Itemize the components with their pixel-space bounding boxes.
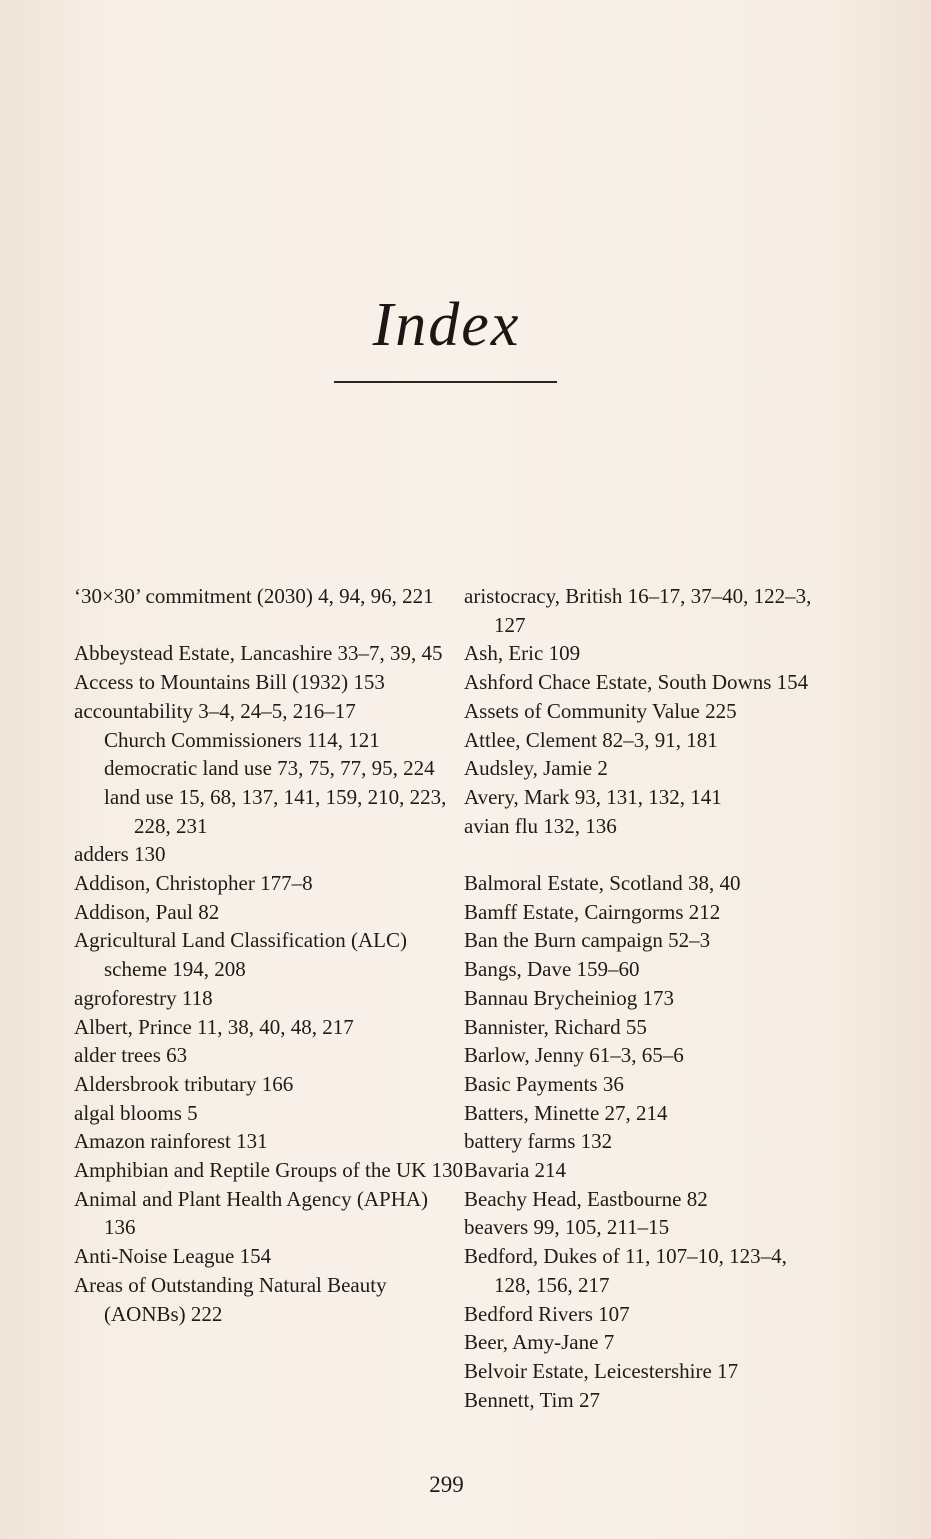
index-entry: Bedford, Dukes of 11, 107–10, 123–4, 128, 156, 217 — [464, 1244, 787, 1297]
index-entry: Bangs, Dave 159–60 — [464, 957, 640, 982]
index-entry: Addison, Christopher 177–8 — [74, 871, 313, 896]
index-entry: Assets of Community Value 225 — [464, 698, 737, 723]
index-entry: Bennett, Tim 27 — [464, 1387, 600, 1412]
letter-group-gap — [464, 840, 824, 869]
index-entry: Bannau Brycheiniog 173 — [464, 985, 674, 1010]
index-entry: ‘30×30’ commitment (2030) 4, 94, 96, 221 — [74, 584, 434, 608]
index-subentry: democratic land use 73, 75, 77, 95, 224 — [104, 756, 435, 781]
index-entry: agroforestry 118 — [74, 985, 213, 1010]
index-entry: alder trees 63 — [74, 1043, 188, 1068]
index-entry: Audsley, Jamie 2 — [464, 756, 608, 781]
index-entry: Amazon rainforest 131 — [74, 1129, 268, 1154]
index-entry: Beer, Amy-Jane 7 — [464, 1330, 615, 1355]
index-entry: adders 130 — [74, 842, 166, 867]
index-entry: Abbeystead Estate, Lancashire 33–7, 39, 45 — [74, 641, 443, 666]
index-subentry: land use 15, 68, 137, 141, 159, 210, 223, 228, 231 — [104, 784, 447, 838]
index-entry: Albert, Prince 11, 38, 40, 48, 217 — [74, 1014, 354, 1039]
index-entry: Areas of Outstanding Natural Beauty (AONBs) 222 — [74, 1272, 387, 1326]
index-entry: Anti-Noise League 154 — [74, 1244, 272, 1269]
page-number: 299 — [429, 1472, 464, 1497]
index-column-right — [464, 582, 824, 1414]
index-entry: Attlee, Clement 82–3, 91, 181 — [464, 727, 718, 752]
index-entry: Animal and Plant Health Agency (APHA) 136 — [74, 1186, 429, 1240]
index-entry: Amphibian and Reptile Groups of the UK 130 — [74, 1158, 464, 1183]
index-entry: Bannister, Richard 55 — [464, 1014, 647, 1039]
index-entry: Barlow, Jenny 61–3, 65–6 — [464, 1043, 684, 1068]
letter-group-gap — [74, 611, 464, 640]
title-underline — [334, 381, 557, 383]
index-entry: Agricultural Land Classification (ALC) scheme 194, 208 — [74, 928, 407, 982]
index-entry: Beachy Head, Eastbourne 82 — [464, 1186, 708, 1211]
index-entry: Basic Payments 36 — [464, 1071, 624, 1096]
index-entry: avian flu 132, 136 — [464, 813, 617, 838]
index-entry: Access to Mountains Bill (1932) 153 — [74, 670, 385, 695]
index-subentry: Church Commissioners 114, 121 — [104, 727, 380, 752]
index-entry: battery farms 132 — [464, 1129, 613, 1154]
index-entry: Bedford Rivers 107 — [464, 1301, 630, 1326]
page-title: Index — [372, 291, 521, 359]
index-entry: Aldersbrook tributary 166 — [74, 1071, 294, 1096]
index-entry: Bamff Estate, Cairngorms 212 — [464, 899, 721, 924]
index-entry: beavers 99, 105, 211–15 — [464, 1215, 670, 1240]
index-entry: Belvoir Estate, Leicestershire 17 — [464, 1358, 739, 1383]
index-entry: algal blooms 5 — [74, 1100, 198, 1125]
index-entry: Batters, Minette 27, 214 — [464, 1100, 668, 1125]
index-column-left — [74, 582, 464, 1328]
index-entry: accountability 3–4, 24–5, 216–17 — [74, 698, 356, 723]
index-entry: Ash, Eric 109 — [464, 641, 581, 666]
index-entry: Ashford Chace Estate, South Downs 154 — [464, 670, 809, 695]
index-entry: Ban the Burn campaign 52–3 — [464, 928, 711, 953]
index-entry: aristocracy, British 16–17, 37–40, 122–3, 127 — [464, 584, 812, 637]
index-entry: Avery, Mark 93, 131, 132, 141 — [464, 784, 722, 809]
index-entry: Balmoral Estate, Scotland 38, 40 — [464, 871, 741, 896]
index-entry: Bavaria 214 — [464, 1158, 567, 1183]
index-entry: Addison, Paul 82 — [74, 899, 220, 924]
